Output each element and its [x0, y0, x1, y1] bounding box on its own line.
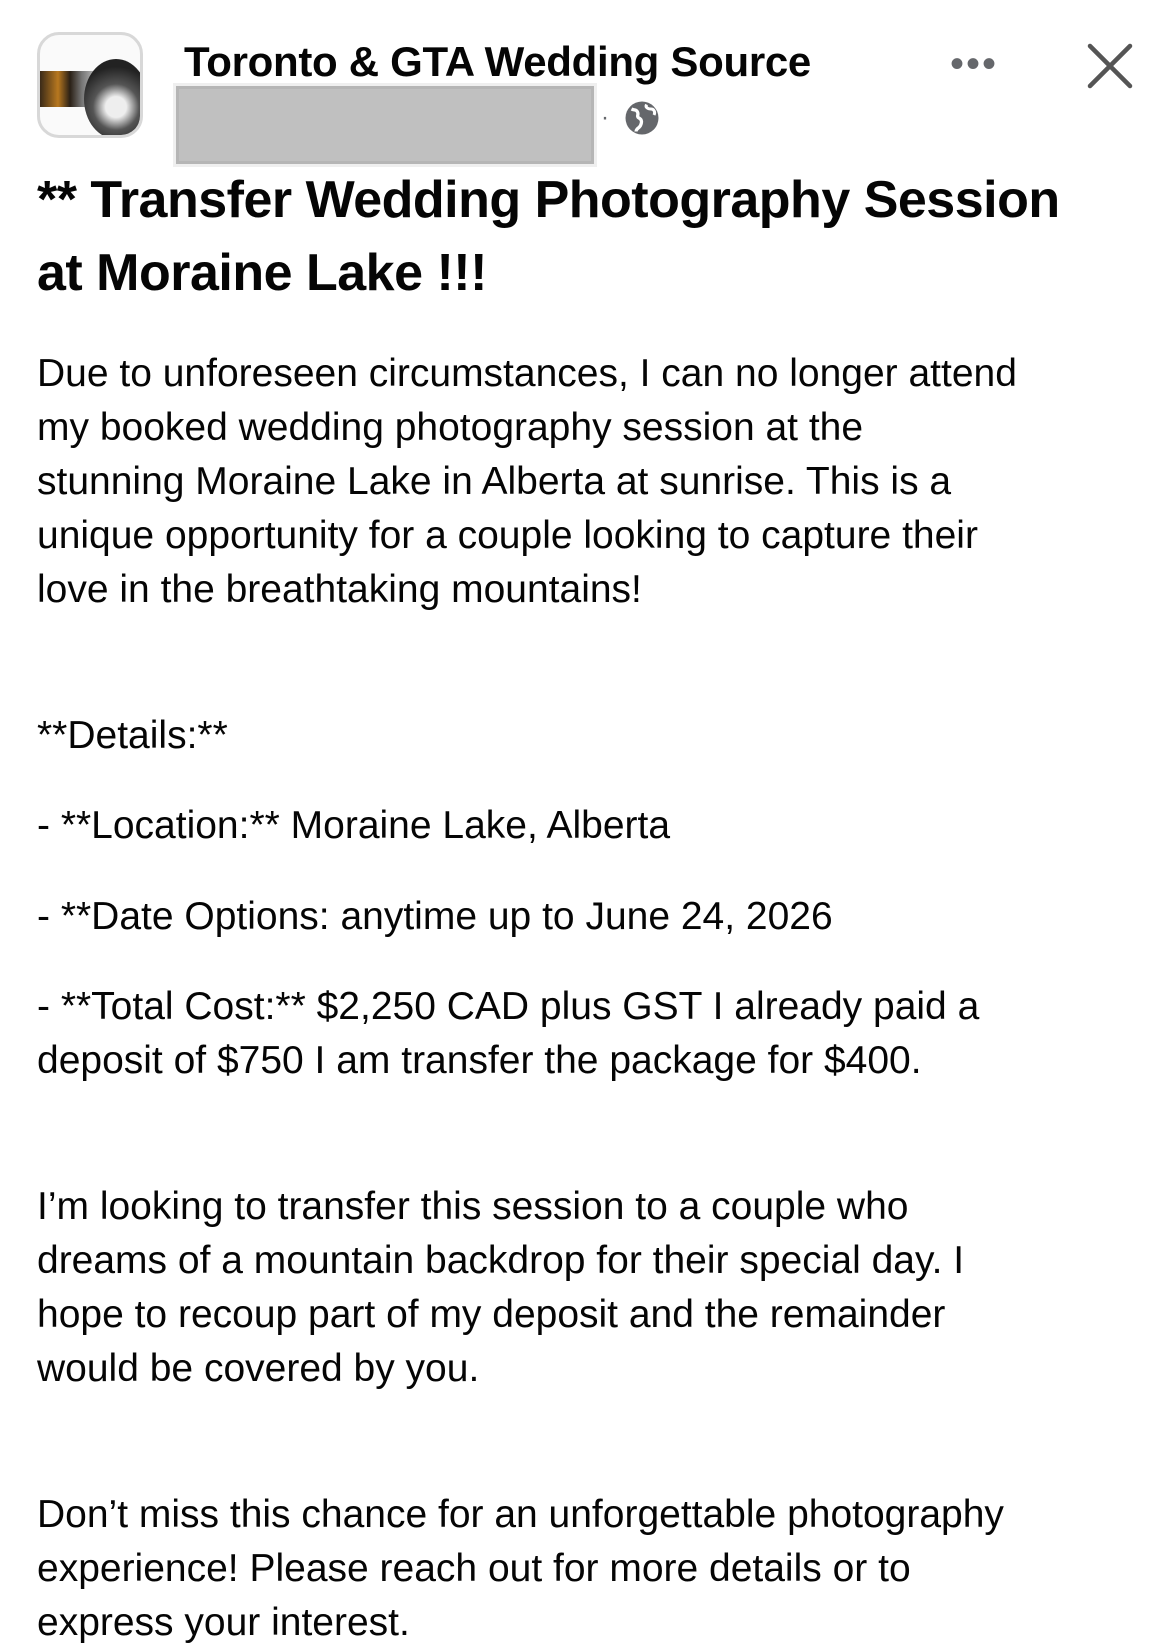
group-name-link[interactable]: Toronto & GTA Wedding Source — [184, 38, 811, 85]
group-avatar[interactable] — [37, 32, 143, 138]
text-line: love in the breathtaking mountains! — [37, 568, 642, 611]
text-line: deposit of $750 I am transfer the package for $400. — [37, 1039, 922, 1082]
transfer-paragraph — [37, 1180, 964, 1396]
text-line: stunning Moraine Lake in Alberta at sunrise. This is a — [37, 460, 952, 503]
meta-separator: · — [601, 104, 609, 131]
details-heading: **Details:** — [37, 714, 228, 757]
post-title-line: at Moraine Lake !!! — [37, 244, 487, 302]
detail-location: - **Location:** Moraine Lake, Alberta — [37, 804, 671, 847]
text-line: my booked wedding photography session at the — [37, 406, 864, 449]
text-line: - **Total Cost:** $2,250 CAD plus GST I already paid a — [37, 985, 980, 1028]
text-line: express your interest. — [37, 1601, 410, 1644]
detail-date-options: - **Date Options: anytime up to June 24, 2026 — [37, 895, 833, 938]
text-line: would be covered by you. — [37, 1347, 480, 1390]
post-title-line: ** Transfer Wedding Photography Session — [37, 171, 1060, 229]
redacted-author-box — [176, 86, 594, 164]
intro-paragraph — [37, 347, 1017, 617]
close-icon[interactable] — [1086, 42, 1134, 90]
avatar-couple-photo — [84, 59, 143, 138]
text-line: unique opportunity for a couple looking to capture their — [37, 514, 978, 557]
text-line: I’m looking to transfer this session to a couple who — [37, 1185, 909, 1228]
text-line: hope to recoup part of my deposit and the remainder — [37, 1293, 946, 1336]
text-line: Due to unforeseen circumstances, I can no longer attend — [37, 352, 1017, 395]
text-line: experience! Please reach out for more details or to — [37, 1547, 911, 1590]
text-line: dreams of a mountain backdrop for their special day. I — [37, 1239, 965, 1282]
post-title — [37, 164, 1060, 310]
more-options-button[interactable]: ••• — [950, 42, 999, 86]
globe-icon — [624, 100, 660, 136]
closing-paragraph — [37, 1488, 1004, 1650]
text-line: Don’t miss this chance for an unforgettable photography — [37, 1493, 1004, 1536]
detail-total-cost — [37, 980, 979, 1088]
